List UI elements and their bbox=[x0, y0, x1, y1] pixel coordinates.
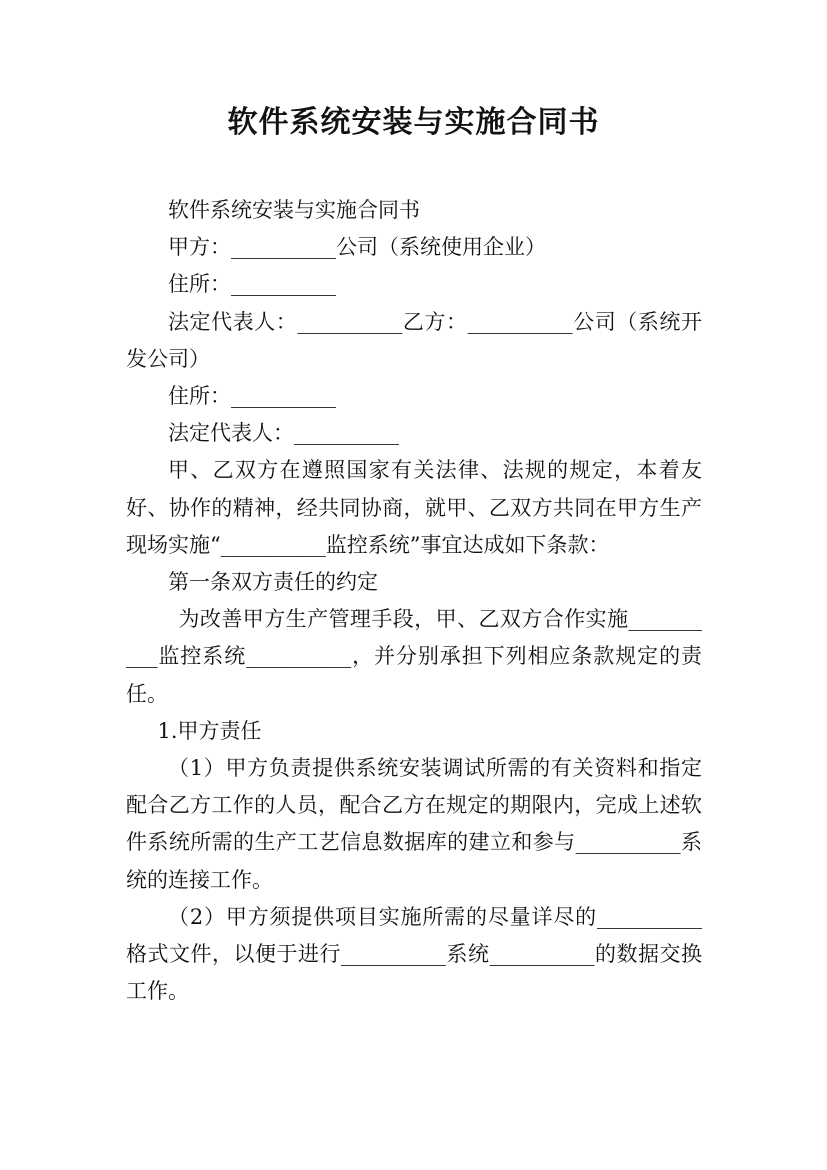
paragraph-party-a: 甲方：__________公司（系统使用企业） bbox=[168, 235, 546, 260]
paragraph-party-a-duties-heading: 1.甲方责任 bbox=[157, 718, 262, 743]
paragraph-party-a-duty-1: （1）甲方负责提供系统安装调试所需的有关资料和指定配合乙方工作的人员，配合乙方在规定的期限内，完成上述软件系统所需的生产工艺信息数据库的建立和参与__________系统的连接工作。 bbox=[126, 756, 702, 892]
paragraph-party-b-representative: 法定代表人：__________ bbox=[168, 421, 399, 446]
document-title: 软件系统安装与实施合同书 bbox=[227, 105, 600, 140]
paragraph-party-a-address: 住所：__________ bbox=[168, 272, 336, 297]
paragraph-party-b-address: 住所：__________ bbox=[168, 384, 336, 409]
paragraph-heading-repeat: 软件系统安装与实施合同书 bbox=[168, 198, 420, 222]
paragraph-preamble: 甲、乙双方在遵照国家有关法律、法规的规定，本着友好、协作的精神，经共同协商，就甲、乙双方共同在甲方生产现场实施“__________监控系统”事宜达成如下条款： bbox=[126, 458, 702, 557]
paragraph-party-a-representative-and-party-b: 法定代表人：__________乙方：__________公司（系统开发公司） bbox=[126, 309, 702, 371]
paragraph-article-one-text: 为改善甲方生产管理手段，甲、乙双方合作实施__________监控系统__________，并分别承担下列相应条款规定的责任。 bbox=[126, 607, 702, 706]
paragraph-article-one-heading: 第一条双方责任的约定 bbox=[168, 570, 378, 595]
paragraph-party-a-duty-2: （2）甲方须提供项目实施所需的尽量详尽的__________格式文件，以便于进行__________系统__________的数据交换工作。 bbox=[126, 904, 702, 1004]
document-body bbox=[126, 192, 702, 1010]
